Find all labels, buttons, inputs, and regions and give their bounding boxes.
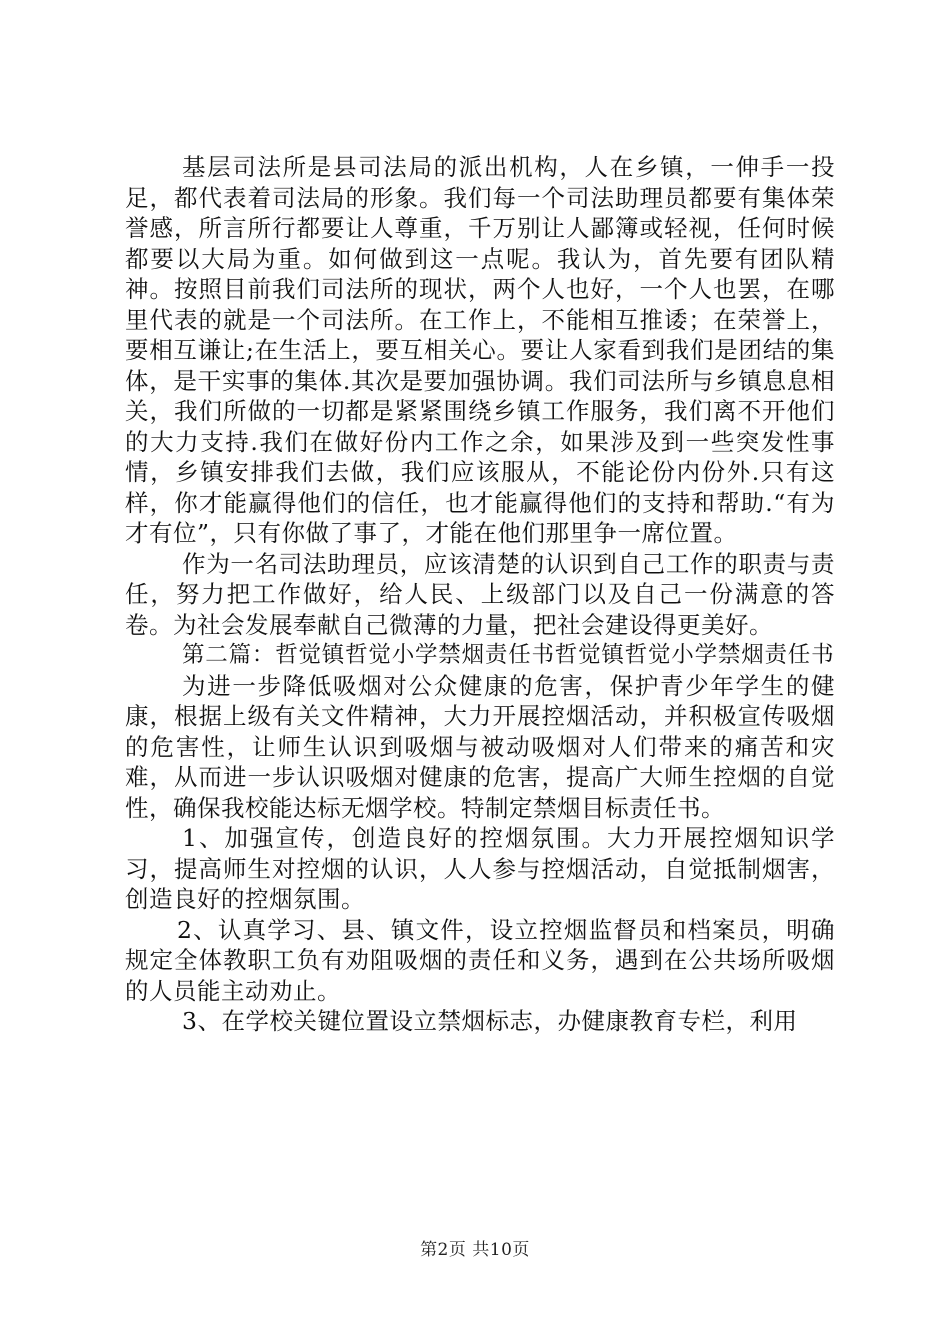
paragraph-smoking-intro: 为进一步降低吸烟对公众健康的危害，保护青少年学生的健康，根据上级有关文件精神，大力开展控烟活动，并积极宣传吸烟的危害性，让师生认识到吸烟与被动吸烟对人们带来的痛苦和灾难，从而进一步认识吸烟对健康的危害，提高广大师生控烟的自觉性，确保我校能达标无烟学校。特制定禁烟目标责任书。 — [125, 671, 835, 822]
section-heading-smoking-ban: 第二篇：哲觉镇哲觉小学禁烟责任书哲觉镇哲觉小学禁烟责任书 — [182, 642, 835, 668]
list-item-3: 3、在学校关键位置设立禁烟标志，办健康教育专栏，利用 — [182, 1007, 798, 1035]
list-item-2: 2、认真学习、县、镇文件，设立控烟监督员和档案员，明确规定全体教职工负有劝阻吸烟的责任和义务，遇到在公共场所吸烟的人员能主动劝止。 — [125, 915, 835, 1005]
list-item-1: 1、加强宣传，创造良好的控烟氛围。大力开展控烟知识学习，提高师生对控烟的认识，人人参与控烟活动，自觉抵制烟害，创造良好的控烟氛围。 — [125, 824, 835, 913]
paragraph-judicial-office: 基层司法所是县司法局的派出机构，人在乡镇，一伸手一投足，都代表着司法局的形象。我们每一个司法助理员都要有集体荣誉感，所言所行都要让人尊重，千万别让人鄙簿或轻视，任何时候都要以大局为重。如何做到这一点呢。我认为，首先要有团队精神。按照目前我们司法所的现状，两个人也好，一个人也罢，在哪里代表的就是一个司法所。在工作上，不能相互推诿；在荣誉上，要相互谦让;在生活上，要互相关心。要让人家看到我们是团结的集体，是干实事的集体.其次是要加强协调。我们司法所与乡镇息息相关，我们所做的一切都是紧紧围绕乡镇工作服务，我们离不开他们的大力支持.我们在做好份内工作之余，如果涉及到一些突发性事情，乡镇安排我们去做，我们应该服从，不能论份内份外.只有这样，你才能赢得他们的信任，也才能赢得他们的支持和帮助.“有为才有位”，只有你做了事了，才能在他们那里争一席位置。 — [125, 153, 835, 547]
document-body — [125, 152, 835, 1037]
page-number-footer: 第2页 共10页 — [420, 1240, 530, 1260]
paragraph-assistant-duty: 作为一名司法助理员，应该清楚的认识到自己工作的职责与责任，努力把工作做好，给人民、上级部门以及自己一份满意的答卷。为社会发展奉献自己微薄的力量，把社会建设得更美好。 — [125, 549, 835, 639]
